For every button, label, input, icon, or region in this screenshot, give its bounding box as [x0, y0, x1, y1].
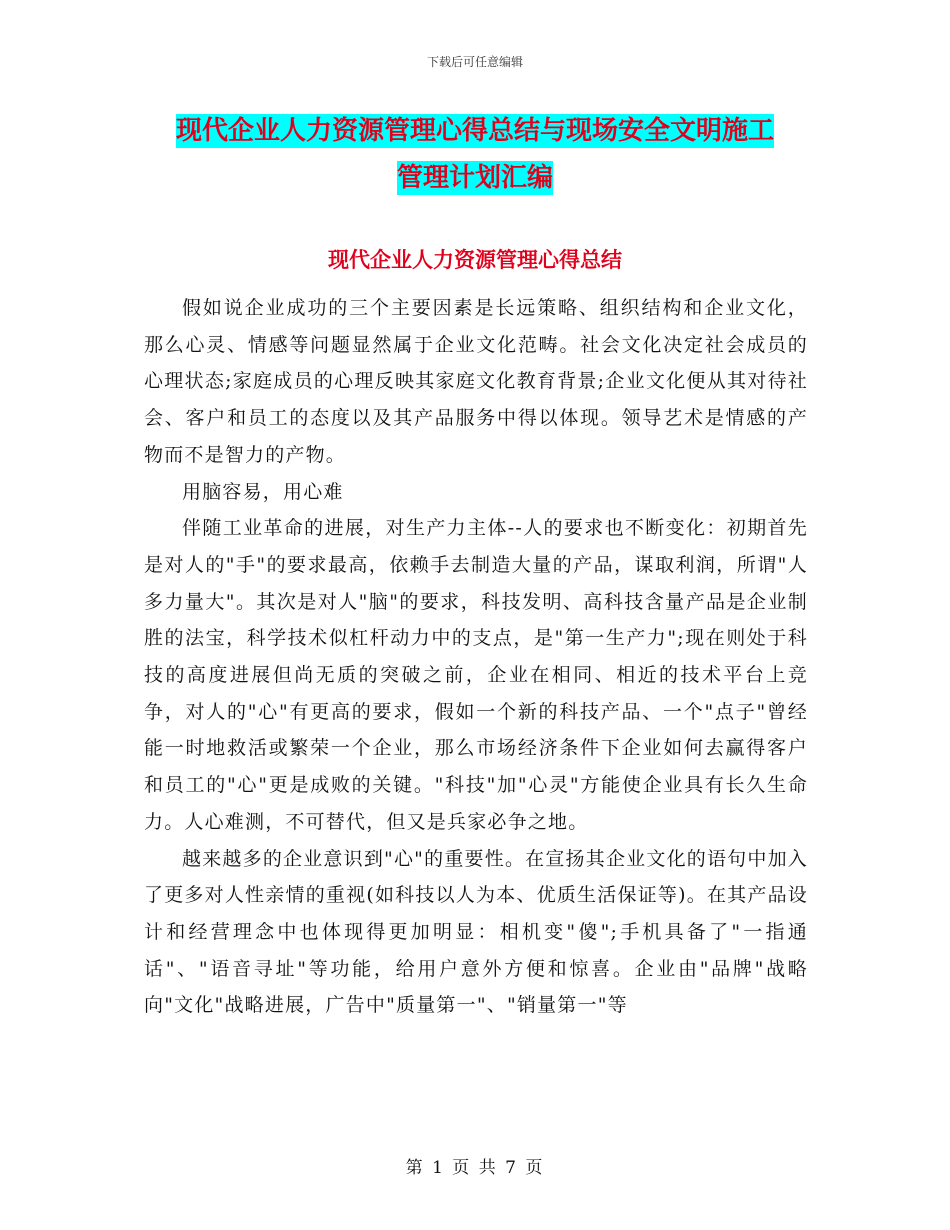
paragraph-3: 伴随工业革命的进展，对生产力主体--人的要求也不断变化：初期首先是对人的"手"的要求最高，依赖手去制造大量的产品，谋取利润，所谓"人多力量大"。其次是对人"脑"的要求，科技发明、高科技含量产品是企业制胜的法宝，科学技术似杠杆动力中的支点，是"第一生产力";现在则处于科技的高度进展但尚无质的突破之前，企业在相同、相近的技术平台上竞争，对人的"心"有更高的要求，假如一个新的科技产品、一个"点子"曾经能一时地救活或繁荣一个企业，那么市场经济条件下企业如何去赢得客户和员工的"心"更是成败的关键。"科技"加"心灵"方能使企业具有长久生命力。人心难测，不可替代，但又是兵家必争之地。 [144, 517, 808, 833]
page-number-footer: 第 1 页 共 7 页 [405, 1158, 545, 1178]
document-title-line-2: 管理计划汇编 [396, 163, 553, 193]
page-header-note: 下载后可任意编辑 [426, 55, 523, 69]
paragraph-2-subheading: 用脑容易，用心难 [182, 480, 344, 503]
document-title [140, 108, 810, 202]
paragraph-4: 越来越多的企业意识到"心"的重要性。在宣扬其企业文化的语句中加入了更多对人性亲情的重视(如科技以人为本、优质生活保证等)。在其产品设计和经营理念中也体现得更加明显：相机变"傻";手机具备了"一指通话"、"语音寻址"等功能，给用户意外方便和惊喜。企业由"品牌"战略向"文化"战略进展，广告中"质量第一"、"销量第一"等 [144, 847, 808, 1017]
paragraph-1: 假如说企业成功的三个主要因素是长远策略、组织结构和企业文化，那么心灵、情感等问题显然属于企业文化范畴。社会文化决定社会成员的心理状态;家庭成员的心理反映其家庭文化教育背景;企业文化便从其对待社会、客户和员工的态度以及其产品服务中得以体现。领导艺术是情感的产物而不是智力的产物。 [144, 297, 808, 466]
section-title: 现代企业人力资源管理心得总结 [328, 248, 622, 272]
document-body [144, 290, 808, 1024]
document-title-line-1: 现代企业人力资源管理心得总结与现场安全文明施工 [175, 116, 774, 146]
